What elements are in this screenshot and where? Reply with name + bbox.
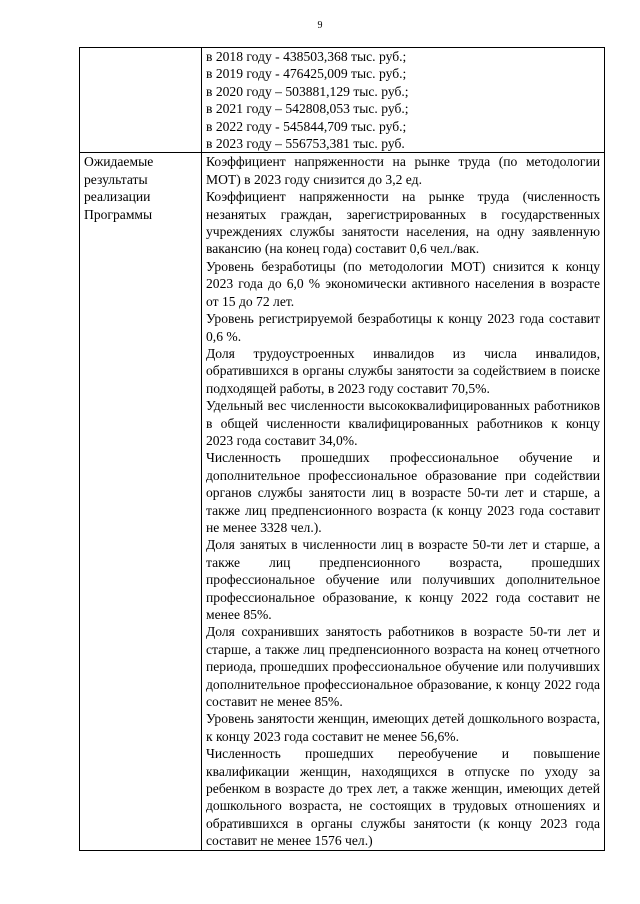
program-passport-table xyxy=(79,47,605,851)
row-label-line: результаты xyxy=(84,171,148,187)
expected-results-label-cell xyxy=(80,153,202,850)
result-paragraph: Коэффициент напряженности на рынке труда (по методологии МОТ) в 2023 году снизится до 3,2 ед. xyxy=(206,154,600,187)
result-paragraph: Доля трудоустроенных инвалидов из числа инвалидов, обратившихся в органы службы занятости за содействием в поиске подходящей работы, в 2023 году составит 70,5%. xyxy=(206,345,600,396)
table-row-expected-results xyxy=(80,153,605,850)
financing-year-line: в 2021 году – 542808,053 тыс. руб.; xyxy=(206,101,409,117)
result-paragraph: Уровень безработицы (по методологии МОТ) снизится к концу 2023 года до 6,0 % экономически активного населения в возрасте от 15 до 72 лет. xyxy=(206,258,600,309)
financing-year-line: в 2020 году – 503881,129 тыс. руб.; xyxy=(206,83,409,99)
result-paragraph: Коэффициент напряженности на рынке труда (численность незанятых граждан, зарегистрированных в государственных учреждениях службы занятости населения, на одну заявленную вакансию (на конец года) составит 0,6 чел./вак. xyxy=(206,189,600,257)
financing-year-line: в 2018 году - 438503,368 тыс. руб.; xyxy=(206,49,407,64)
result-paragraph: Численность прошедших профессиональное обучение и дополнительное профессиональное образование при содействии органов службы занятости лиц в возрасте 50-ти лет и старше, а также лиц предпенсионного возраста (к концу 2023 года составит не менее 3328 чел.). xyxy=(206,450,600,535)
row-label-line: реализации xyxy=(84,189,151,205)
financing-label-cell xyxy=(80,48,202,153)
financing-year-line: в 2019 году - 476425,009 тыс. руб.; xyxy=(206,66,407,82)
financing-year-line: в 2022 году - 545844,709 тыс. руб.; xyxy=(206,118,407,134)
expected-results-content-cell xyxy=(202,153,605,850)
result-paragraph: Уровень занятости женщин, имеющих детей дошкольного возраста, к концу 2023 года составит не менее 56,6%. xyxy=(206,711,600,744)
table-row-financing xyxy=(80,48,605,153)
financing-year-line: в 2023 году – 556753,381 тыс. руб. xyxy=(206,136,405,152)
row-label-line: Ожидаемые xyxy=(84,154,154,170)
result-paragraph: Уровень регистрируемой безработицы к концу 2023 года составит 0,6 %. xyxy=(206,311,600,344)
result-paragraph: Численность прошедших переобучение и повышение квалификации женщин, находящихся в отпуске по уходу за ребенком в возрасте до трех лет, а также женщин, имеющих детей дошкольного возраста, не состоящих в трудовых отношениях и обратившихся в органы службы занятости (к концу 2023 года составит не менее 1576 чел.) xyxy=(206,746,600,849)
result-paragraph: Доля сохранивших занятость работников в возрасте 50-ти лет и старше, а также лиц предпенсионного возраста на конец отчетного периода, прошедших профессиональное обучение или получивших дополнительное профессиональное образование, к концу 2022 года составит не менее 85%. xyxy=(206,624,600,710)
result-paragraph: Удельный вес численности высококвалифицированных работников в общей численности квалифицированных работников к концу 2023 года составит 34,0%. xyxy=(206,398,600,448)
result-paragraph: Доля занятых в численности лиц в возрасте 50-ти лет и старше, а также лиц предпенсионного возраста, прошедших профессиональное обучение или получивших дополнительное профессиональное образование, к концу 2022 года составит не менее 85%. xyxy=(206,537,600,622)
page-number: 9 xyxy=(317,20,323,31)
financing-content-cell xyxy=(202,48,605,153)
row-label-line: Программы xyxy=(84,206,153,222)
